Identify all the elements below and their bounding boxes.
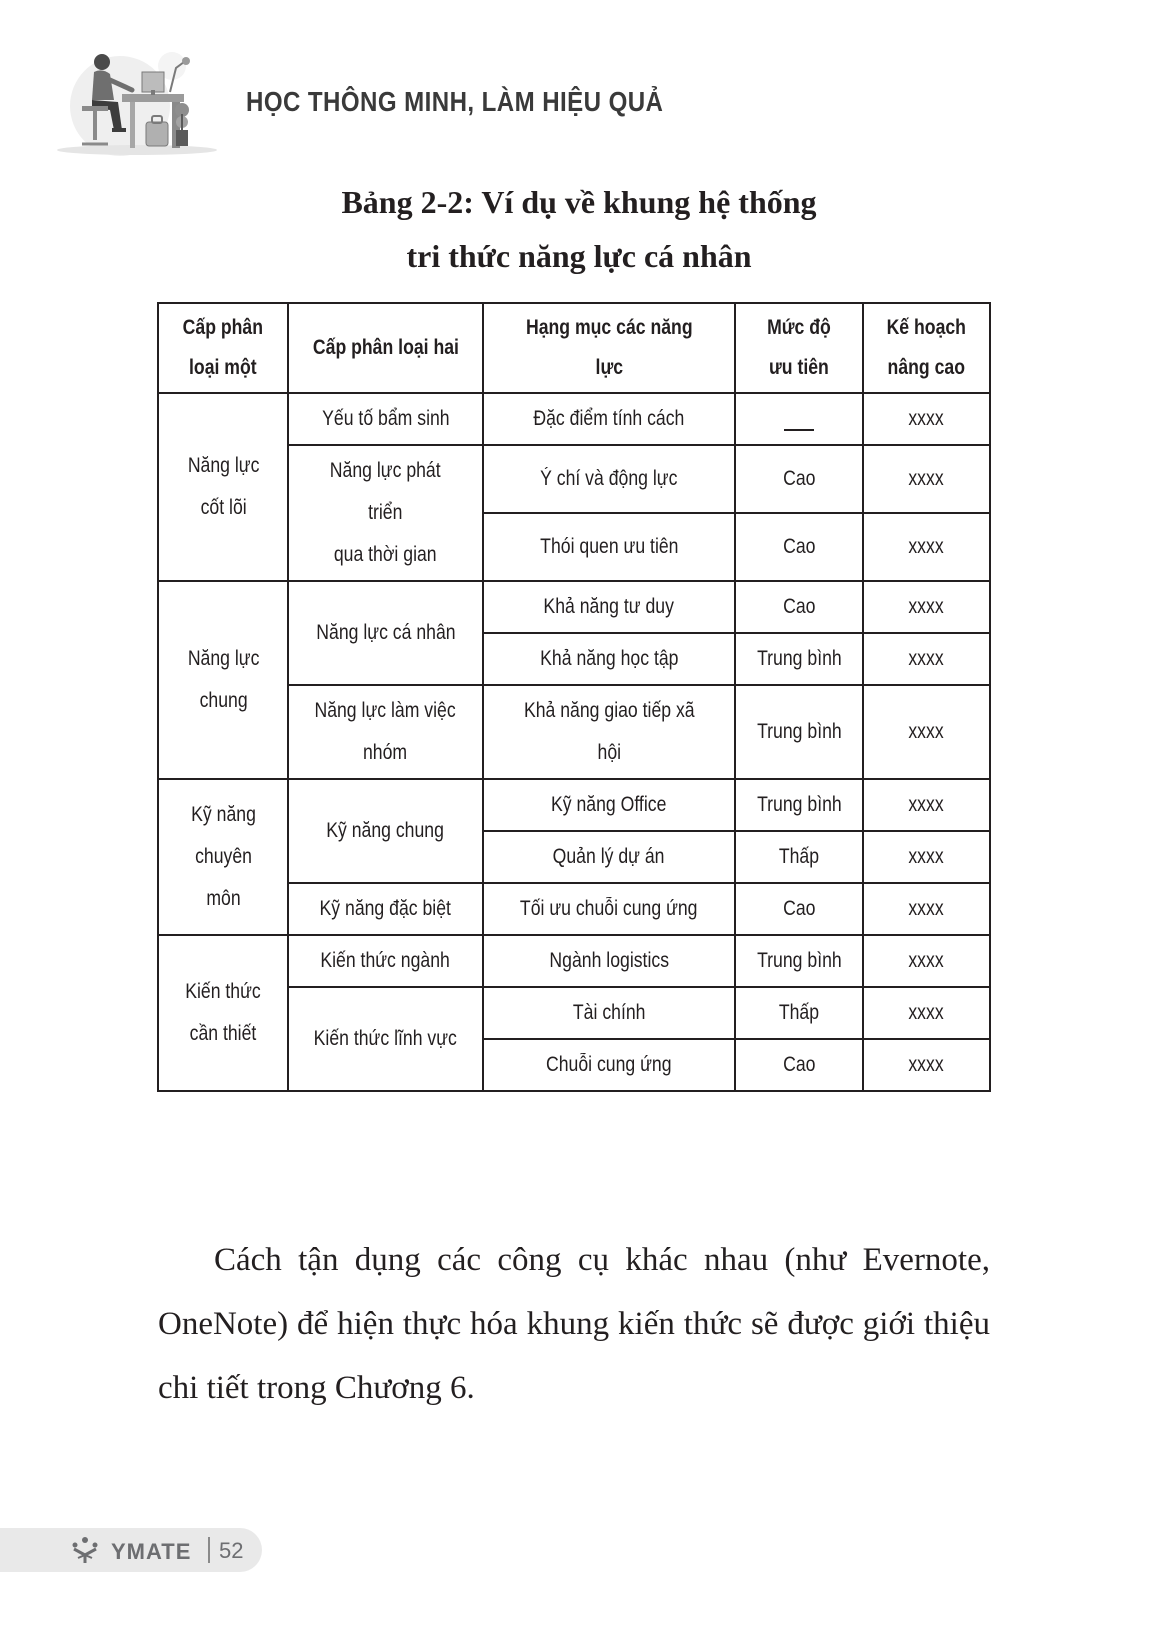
paragraph-line-1: Cách tận dụng các công cụ khác nhau (như Evernote, — [214, 1242, 990, 1278]
priority-cell: Trung bình — [735, 685, 862, 779]
plan-cell: xxxx — [863, 581, 990, 633]
header-priority: Mức độ ưu tiên — [735, 303, 862, 393]
plan-cell: xxxx — [863, 987, 990, 1039]
priority-cell: Cao — [735, 1039, 862, 1091]
table-row — [158, 935, 990, 987]
footer-brand: YMATE — [111, 1539, 192, 1564]
ymate-logo-icon — [70, 1536, 100, 1564]
item-cell: Tối ưu chuỗi cung ứng — [483, 883, 736, 935]
header-competency-item: Hạng mục các năng lực — [483, 303, 736, 393]
level-one-cell: Năng lực chung — [158, 581, 288, 779]
empty-priority-dash — [784, 407, 814, 431]
level-one-cell: Năng lực cốt lõi — [158, 393, 288, 581]
paragraph-line-2: OneNote) để hiện thực hóa khung kiến thức sẽ được giới thiệu — [158, 1306, 990, 1342]
page-footer — [0, 1528, 262, 1572]
level-two-cell: Năng lực phát triển qua thời gian — [288, 445, 482, 581]
level-two-cell: Yếu tố bẩm sinh — [288, 393, 482, 445]
page-number: 52 — [219, 1538, 244, 1563]
header-illustration — [52, 44, 222, 156]
header-level-two: Cấp phân loại hai — [288, 303, 482, 393]
plan-cell: xxxx — [863, 1039, 990, 1091]
level-one-cell: Kỹ năng chuyên môn — [158, 779, 288, 935]
plan-cell: xxxx — [863, 513, 990, 581]
table-header-row — [158, 303, 990, 393]
table-row — [158, 779, 990, 831]
table-caption-line-2: tri thức năng lực cá nhân — [406, 238, 752, 274]
plan-cell: xxxx — [863, 883, 990, 935]
table-row — [158, 393, 990, 445]
level-two-cell: Năng lực cá nhân — [288, 581, 482, 685]
item-cell: Đặc điểm tính cách — [483, 393, 736, 445]
priority-cell: Trung bình — [735, 779, 862, 831]
table-caption-line-1: Bảng 2-2: Ví dụ về khung hệ thống — [341, 184, 817, 220]
plan-cell: xxxx — [863, 831, 990, 883]
priority-cell: Thấp — [735, 987, 862, 1039]
priority-cell: Trung bình — [735, 935, 862, 987]
item-cell: Thói quen ưu tiên — [483, 513, 736, 581]
priority-cell: Cao — [735, 513, 862, 581]
priority-cell: Thấp — [735, 831, 862, 883]
item-cell: Ngành logistics — [483, 935, 736, 987]
level-two-cell: Kỹ năng đặc biệt — [288, 883, 482, 935]
table-row — [158, 581, 990, 633]
header-level-one: Cấp phân loại một — [158, 303, 288, 393]
item-cell: Khả năng học tập — [483, 633, 736, 685]
item-cell: Khả năng tư duy — [483, 581, 736, 633]
competency-table — [157, 302, 991, 1092]
item-cell: Kỹ năng Office — [483, 779, 736, 831]
priority-cell: Trung bình — [735, 633, 862, 685]
plan-cell: xxxx — [863, 779, 990, 831]
item-cell: Khả năng giao tiếp xã hội — [483, 685, 736, 779]
plan-cell: xxxx — [863, 685, 990, 779]
item-cell: Chuỗi cung ứng — [483, 1039, 736, 1091]
body-paragraph — [158, 1228, 990, 1420]
plan-cell: xxxx — [863, 935, 990, 987]
plan-cell: xxxx — [863, 633, 990, 685]
priority-cell: Cao — [735, 581, 862, 633]
header-plan: Kế hoạch nâng cao — [863, 303, 990, 393]
item-cell: Quản lý dự án — [483, 831, 736, 883]
plan-cell: xxxx — [863, 445, 990, 513]
priority-cell: Cao — [735, 445, 862, 513]
footer-divider — [208, 1537, 210, 1563]
level-two-cell: Kiến thức ngành — [288, 935, 482, 987]
level-two-cell: Năng lực làm việc nhóm — [288, 685, 482, 779]
level-two-cell: Kiến thức lĩnh vực — [288, 987, 482, 1091]
plan-cell: xxxx — [863, 393, 990, 445]
item-cell: Ý chí và động lực — [483, 445, 736, 513]
item-cell: Tài chính — [483, 987, 736, 1039]
level-two-cell: Kỹ năng chung — [288, 779, 482, 883]
level-one-cell: Kiến thức cần thiết — [158, 935, 288, 1091]
priority-cell — [735, 393, 862, 445]
paragraph-line-3: chi tiết trong Chương 6. — [158, 1370, 475, 1406]
priority-cell: Cao — [735, 883, 862, 935]
running-header: HỌC THÔNG MINH, LÀM HIỆU QUẢ — [246, 86, 664, 117]
